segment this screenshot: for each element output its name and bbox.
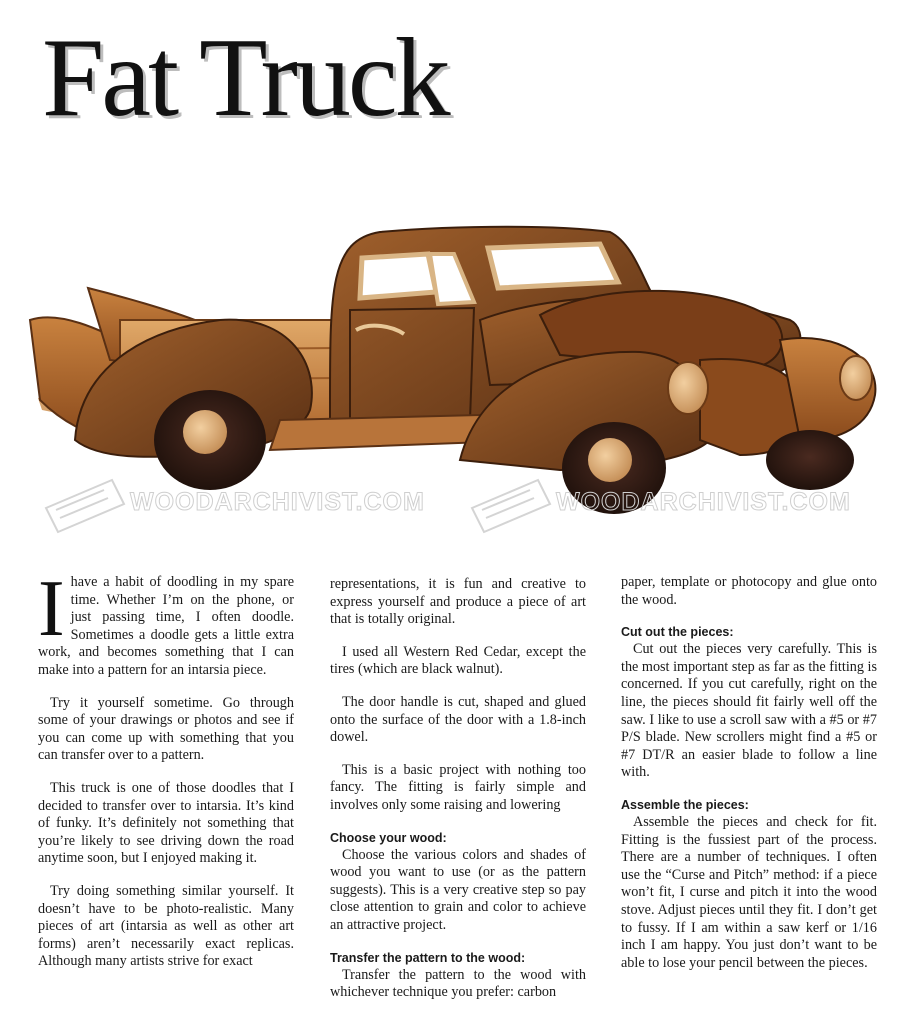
article-column-3 [621, 574, 877, 987]
article-column-1 [38, 565, 294, 986]
paragraph: This is a basic project with nothing too fancy. The fitting is fairly simple and involves only some raising and lowering [330, 761, 586, 813]
watermark-text: WOODARCHIVIST.COM [556, 488, 851, 516]
watermark-right [468, 474, 888, 534]
article-title: Fat Truck [42, 16, 448, 140]
woodarchivist-logo-icon [42, 474, 128, 534]
paragraph: This truck is one of those doodles that I decided to transfer over to intarsia. It’s kind of funky. It’s definitely not something that you’re likely to see driving down the road anytime soon, but I enjoyed making it. [38, 779, 294, 867]
paragraph: Choose the various colors and shades of wood you want to use (or as the pattern suggests). This is a very creative step so pay close attention to grain and color to achieve an attractive project. [330, 846, 586, 933]
section-heading: Transfer the pattern to the wood: [330, 950, 526, 965]
paragraph: paper, template or photocopy and glue onto the wood. [621, 574, 877, 608]
paragraph: Assemble the pieces and check for fit. Fitting is the fussiest part of the process. There are a number of techniques. I often use the “Curse and Pitch” method: if a piece won’t fit, I curse and pitch it into the wood stove. Adjust pieces until they fit. I don’t get to fussy. If I am within a saw kerf or 1/16 inch I am happy. You just don’t want to be able to lose your pencil between the pieces. [621, 813, 877, 971]
paragraph: The door handle is cut, shaped and glued onto the surface of the door with a 1.8-inch dowel. [330, 693, 586, 746]
paragraph: I used all Western Red Cedar, except the tires (which are black walnut). [330, 643, 586, 678]
paragraph: Ihave a habit of doodling in my spare time. Whether I’m on the phone, or just passing time, I often doodle. Sometimes a doodle gets a little extra work, and becomes something that I can make into a pattern for an intarsia piece. [38, 565, 294, 678]
section-heading: Cut out the pieces: [621, 625, 734, 640]
paragraph: Transfer the pattern to the wood with whichever technique you prefer: carbon [330, 966, 586, 1001]
watermark-text: WOODARCHIVIST.COM [130, 488, 425, 516]
section-heading: Assemble the pieces: [621, 797, 749, 812]
drop-cap: I [38, 565, 65, 653]
paragraph: Try it yourself sometime. Go through some of your drawings or photos and see if you can come up with something that you can transfer over to a pattern. [38, 694, 294, 764]
section-heading: Choose your wood: [330, 830, 447, 845]
article-column-2 [330, 576, 586, 1017]
watermark-left [42, 474, 442, 534]
paragraph: Cut out the pieces very carefully. This is the most important step as far as the fitting is concerned. If you cut carefully, right on the line, the pieces should fit fairly well off the saw. I like to use a scroll saw with a #5 or #7 P/S blade. New scrollers might find a #5 or #7 DT/R an easier blade to follow a line with. [621, 641, 877, 781]
paragraph: Try doing something similar yourself. It doesn’t have to be photo-realistic. Many pieces of art (intarsia as well as other art forms) aren’t necessarily exact replicas. Although many artists strive for exact [38, 882, 294, 970]
woodarchivist-logo-icon [468, 474, 554, 534]
paragraph: representations, it is fun and creative to express yourself and produce a piece of art that is totally original. [330, 576, 586, 628]
